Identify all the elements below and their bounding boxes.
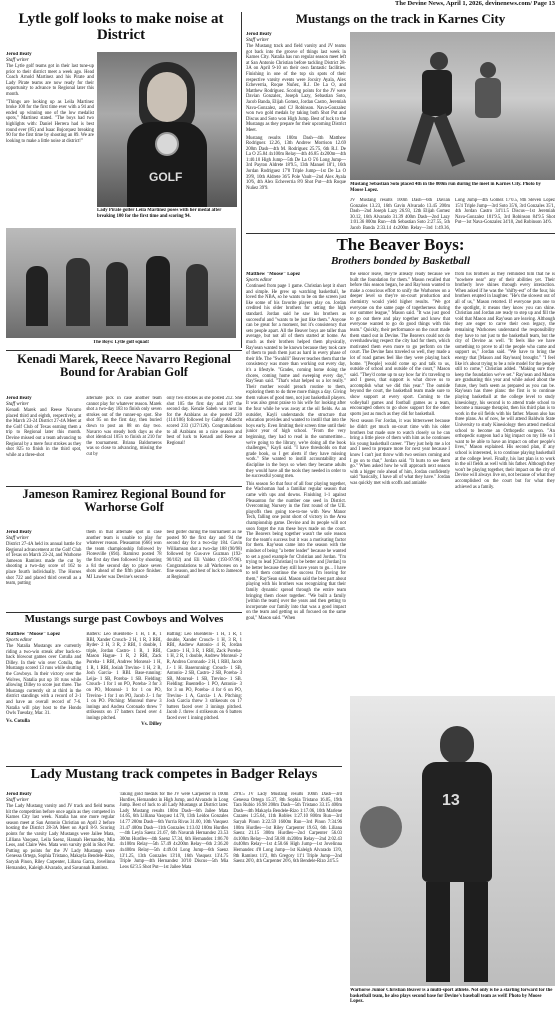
article-text: Kenadi Marek and Reese Navarro placed third and eighth, respectively, at the March 23-24 District 27-4A Meet at the Golf Club of Texas earning them a trip to Regional later this month. Devine missed out a team advancing to Regional by a mere four strokes as they shot 825 to finish in the third spot, while at a three-shot	[6, 408, 82, 458]
article-text: them in that alternate spot in case another team is unable to play for whatever reason. Pleasanton (666) won the team championship followed by Floresville (694). Ramirez posted 78 the first day then followed by shooting a 84 the second day to place seven shots ahead of the fifth place finisher. MJ Lawler was Devine's second-	[86, 530, 162, 580]
surge-headline: Mustangs surge past Cowboys and Wolves	[24, 614, 224, 625]
paragraph: the senior leave, they're already ready because we built the foundation for them." Mason recalled that before this season began, he and Ray'sean wanted to make a conscious effort to unify the Warhorses on a deeper level so they're on-court production and chemistry would yield higher results. "We got everyone on the same page of togetherness during our summer league," Mason said. "It was just good to go out there and play together and know that everyone wanted to go do good things with this team." Quickly, their performance on the court made them stand out in Devine. The Beavers could not do overshadowing respect the city had for them, which motivated them even more to go perform on the court. The Devine fans traveled so well, they made a lot of road games feel like they were playing back home. "[People] would come up and talk to us, outside of school and outside of the court," Mason said. "They'd come up to say how far it's traveling to and I guess, that support is what drove us to accomplish what we did this year." The outside beyond the court, the basketball team made sure to show support at every sport. Coming to the volleyball games and football games as a team, encouraged others to go show support for the other sports just as much as they did for basketball.	[350, 272, 450, 417]
byline: Jerod Beaty	[246, 32, 272, 37]
role: Staff writer	[6, 58, 29, 63]
badger-columns	[6, 792, 342, 1020]
subsection-label: Vs. Cotulla	[6, 718, 30, 724]
article-text: 29'8.5 JV Lady Mustang results 100m Dash—3rd Genessa Ortega 15.37, 8th Sophia Tristano 16.05, 19th Tara Rubio 16.98 200m Dash—5th Tristano 33.15 400m Dash—4th Makayla Bendele-Rizo 1:17.06, 10th Marlene Cazares 1:25.64, 11th Robles 1:27.10 800m Run—3rd Saryah Pinon 3:22.59 1600m Run—3rd Pinon 7:34.96 100m Hurdles—1st Riley Carpenter 19.63, 6th Liliana Saenz 21.15 300m Hurdles—2nd Carpenter 56.03 4x100m Relay—2nd 58.80 4x200m Relay—2nd 2:02.43 4x400m Relay—1st 4:50.66 High Jump—1st Jovelinna Hernandez 4'8 Long Jump—1st Kaleigh Alvarado 13'0, 8th Ramirez 11'2, 8th Gregory 11'1 Triple Jump—2nd Saenz 26'0, 4th Carpenter 26'6, 6th Bendele-Rizo 24'5.5	[233, 792, 342, 865]
golfer-photo: GOLF	[97, 52, 237, 207]
karnes-col1c: JV Mustang results 100m Dash—6th Davian Gonzales 13.23, 16th Gavin Alvarado 13.45 200m Dash—2nd Joseph Lazy 26.93, 12th Elijah Gomez 30.12, 16th Alvarado 31.39 400m Dash—2nd Lazy 1:01.36 800m Run—4th Sebastian Soto 2:27.55, 5th Jacob Banda 2:33.14 4x200m Relay—3rd 1:49.36,	[350, 198, 450, 231]
article-text	[6, 64, 94, 144]
article-text: only two strokes as she posted 212. She shot 105 the first day and 107 the second day. Kenzie Sabeh was next in for the Arabians as she posted 220 (114/106) followed by Gabby Albrecht scored 233 (127/126). Congratulations to all Arabians on a nice season and best of luck to Kenadi and Reese at Regional!	[166, 396, 242, 446]
golfer-caption: Lady Pirate golfer Leila Martinez poses with her medal after breaking 100 for the first time and scoring 94.	[97, 208, 222, 219]
role: Staff writer	[6, 402, 29, 407]
karnes-headline: Mustangs on the track in Karnes City	[295, 12, 506, 26]
article-text: Batting: Leo Buentello- 1 H, 1 R, 1 double, Xander Crouch- 1 H, 3 R, 1 RBI, Andrew Antonio- 4 R, Jordan Castro- 1 H, 3 R, 1 RBI, Zack Poreba- 1 H, 2 R, 1 double, Andrew Monreal- 2 R, Andrea Coronado- 2 H, 1 RBI, Jacob J.- 1 H. Baserunning: Crouch- 1 SB, Antonio- 2 SB, Castro- 2 SB, Poreba- 3 SB, Monreal- 1 SB, Trevino- 1 SB. Fielding: Buentello- 1 PO, Antonio- 3 for 3 on PO, Poreba- 4 for 6 on PO, Trevino- 1 A, Garcia- 1 A. Pitching: Josh Garcia threw 3 strikeouts on 17 batters faced over 3 innings pitched. Jacob J. threw 4 strikeouts on 6 batters faced over 1 inning pitched.	[166, 632, 242, 721]
article-text: The Natalia Mustangs are currently riding a two-win streak after back-to-back blowout games over Cotulla and Dilley. In their win over Cotulla, the Mustangs scored 13 runs while shutting the Cowboys. In their victory over the Wolves, Natalia put up 18 runs while allowing Dilley to score just three. The Mustangs currently sit at third in the district standings with a record of 2-1 and have an overall record of 7-6. Natalia will play host to the Hondo Owls Tuesday, Mar. 31.	[6, 644, 82, 717]
runner-caption: Mustang Sebastian Soto placed 4th in the 800m run during the meet in Karnes City. Photo by Moose Lopez.	[350, 182, 541, 193]
article-text: The Lady Mustang varsity and JV track and field teams hit the competition before once again as they competed in Karnes City last week. Natalia has one more regular season meet at San Antonio Christian on April 2 before hosting the District 28-3A Meet on April 8-9. Scoring points for the varsity Lady Mustangs were Jailee Mata, Lilliana Vasquez, Leila Saenz, Hannah Hernandez, Mia Leos, and Claire Wes. Mata won varsity gold in Shot Put. Putting up points for the JV Lady Mustangs were Genessa Ortega, Sophia Tristano, Makayla Bendele-Rizo, Saryah Pinon, Riley Carpenter, Liliana Garza, Jovelinna Hernandez, Kaleigh Alvarado, and Savannah Ramirez.	[6, 804, 115, 871]
lytle-body	[6, 52, 94, 227]
beaver-col2	[350, 272, 450, 692]
byline: Jerod Beaty	[6, 792, 32, 797]
kenadi-headline: Kenadi Marek, Reece Navarro Regional Bound for Arabian Golf	[17, 353, 231, 380]
karnes-col2: Long Jump—4th Gomez 17'0.5, 8th Steven Lopez 15'4 Triple Jump—3rd Soto 35'6, 3rd Gonzales 35'1, 4th Jordan Castro 34'11.5 Discus—1st Jeremiah Nava-Gonzalez 101'9.5, 3rd Robinson 84'9.5 Shot Put—1st Nava-Gonzalez 34'10, 2nd Robinson 34'6.	[455, 198, 555, 226]
article-text: alternate pick in case another team cannot play for whatever reason. Marek shot a two-day 183 to finish only seven strokes out of the runner-up spot. She shot 95 on the first day, then buried down to post an 88 on day two. Navarro was steady both days as she shot identical 105's to finish at 210 for the tournament. Briana Baldomeros was so close to advancing, missing the cut by	[86, 396, 162, 457]
paragraph: "Things are looking up as Leila Martinez broke 100 for the first time ever with a 94 and ended up winning one of the low medalist spots," Martinez stated. "The boys had two highlights with: Daniel Herrera had is best round ever (85) and Isaac Bojorquez breaking 90 for the first time by shooting an 89. We are looking to make a little noise at district!"	[6, 99, 94, 144]
beaver-headline: The Beaver Boys:	[336, 236, 465, 254]
article-text: Batters: Leo Buentello- 1 H, 1 R, 1 RBI, Xander Crouch- 2 H, 1 R, 3 RBI, Ryder- 2 H, 3 R, 2 RBI, 1 double, 1 triple, Jordan Castro- 1 R, 1 RBI, Mason Hague- 1 R, 2 RBI, Zack Poreba- 1 RBI, Andrew Monreal- 1 H, 1 R, 1 RBI, Josiah Trevino- 1 H, 2 R, Josh Garcia- 1 RBI. Base-running: Leija- 1 SB, Poreba- 1 SB. Fielding: Crouch- 1 for 1 on PO, Poreba- 3 for 3 on PO, Monreal- 1 for 1 on PO, Trevino- 1 for 1 on PO, Jacob J.- 1 for 1 on PO. Pitching: Monreal threw 3 innings and Andrea Coronado threw 7 strikeouts on 17 batters faced over 4 innings pitched.	[86, 632, 162, 721]
masthead: The Devine News, April 1, 2026, devinenews.com/ Page 13	[395, 0, 555, 7]
runner-photo	[350, 32, 555, 180]
role: Sports editor	[246, 278, 272, 283]
kenadi-columns	[6, 396, 242, 484]
byline: Matthew "Moose" Lopez	[246, 272, 301, 277]
subsection-label: Vs. Dilley	[141, 721, 162, 727]
byline: Jerod Beaty	[6, 396, 32, 401]
beaver-subhead: Brothers bonded by Basketball	[330, 256, 471, 267]
paragraph: Continued from page 1 game. Christian kept it short and simple. He grew up watching basketball, he loved the NBA, so he wants to be on the screen just like some of his favorite players play on. Jordan credited his older brothers for setting the high standard. Jordan said he saw his brothers as successful and "wants to be just like them." Anyone can be great for a moment, but it's consistency that sets people apart. All the Beaver boys are taller than average, but not all of them started at home. As much as their brothers helped them physically, Ray'sean wanted to be known because they took care of them to push them just as hard in every phase of their life. The "Swahili" Beaver teaches them that the consistency was more than working out every day, it's a lifestyle. "Grades, coming home doing the chores, coming home and sweeping every day," Ray'Sean said. "That's what helped us a lot really." Their mother would preach routine to them, exploring them to do three more things a day. Giving them values of good men, not just basketball players. It was also great praise to his wife for looking after the four while he was away at the oil fields. As an outsider, Kayli understands the structure that education provides and wanted to instill that into the boys early. Even limiting their screen time until their junior year of high school. "From the very beginning, they had to read in the summertime... we're going to the library, we're doing all the book challenges," Kayli said. "I have thresholds on that grade book, so I get alerts if they have missing work." She wanted to instill accountability and discipline in the boys so when they became adults they would have all the tools they needed in order to be successful young men.	[246, 284, 346, 480]
badger-headline: Lady Mustang track competes in Badger Relays	[30, 768, 318, 782]
paragraph: The Mustang track and field varsity and JV teams got back into the groove of things last week in Karnes City. Natalia has run regular season meet left at San Antonio Christian before tackling District 28-3A on April 9-10 on their own fantastic facilities. Finishing in one of the top six spots of their respective varsity events were Jocsiry Ayala, Alex Echeverria, Roque Nuñez, R.J. De La O, and Matthew Rodriguez. Scoring points for the JV were Davian Gonzalez, Joseph Lazy, Sebastian Soto, Jacob Banda, Elijah Gomez, Jordan Castro, Jeremiah Nava-Gonzalez, and CJ Robinson. Nava-Gonzalez won two gold medals by taking both Shot Put and Discus and Soto won High Jump. Best of luck to the Mustangs as they prepare for their upcoming District Meet.	[246, 44, 346, 133]
article-text	[246, 44, 346, 191]
paragraph: Next season For Jordan, it was bittersweet because he didn't get much on-court time with his older brothers but made sure to watch closely so he can bring a little piece of them with him as he continues his young basketball career. "They just help me a lot and I need to prepare more for next year because I know I can't just throw with two seniors coming and I go on to that," Jordan said. "It hurts to see them go." When asked how he will approach next season with a bigger role ahead of him, Jordan confidently said "basically, I have all of what they have." Jordan was quickly met with scoffs and amiable	[350, 419, 450, 486]
karnes-col1	[246, 32, 346, 212]
role: Sports editor	[6, 638, 32, 643]
role: Staff writer	[6, 798, 29, 803]
team-caption: The Boys: Lytle golf squad!	[92, 340, 150, 345]
byline: Jerod Beaty	[6, 530, 32, 535]
article-text: District 27-4A held its annual battle for Regional advancement at the Golf Club of Texas on March 23-24, and Warhorse Jameson Ramirez made the cut by shooting a two-day score of 162 to place fourth individually. The Horses shot 722 and placed third overall as a team, putting	[6, 542, 82, 587]
lytle-headline: Lytle golf looks to make noise at District	[18, 12, 224, 43]
paragraph: The Lytle golf teams got in their last tune-up prior to their district meet a week ago. Head Coach Arnold Martinez and his Pirate and Lady Pirate teams are now ready for their opportunity to advance to Regional later this month.	[6, 64, 94, 97]
byline: Matthew "Moose" Lopez	[6, 632, 61, 637]
article-text: Taking gold medals for the JV were Carpenter in 100m Hurdles, Hernandez in High Jump, and Alvarado in Long Jump. Best of luck to all Lady Mustangs at District later. Lady Mustang results 100m Dash—6th Jailee Mata 14.65, 6th Lilliana Vasquez 14.70, 13th Leidos Gonzales 14.77 200m Dash—6th Yurria Rivas 31.00, 10th Vasquez 31.47 400m Dash—11th Gonzales 1:13.02 100m Hurdles—4th Leyla Saenz 21.67, 6th Navarah Hernandez 23.53 300m Hurdles—4th Saenz 57.34, 6th Hernandez 1:06.70 4x100m Relay—5th 57.49 4x200m Relay—6th 2:36.20 4x400m Relay—5th 4:49.04 Long Jump—6th Saenz 13'1.25, 13th Gonzales 13'10, 16th Vasquez 13'4.75 Triple Jump—4th Hernandez 30'10 Discus—5th Mia Leos 62'3.5 Shot Put—1st Jailee Mata	[119, 792, 229, 870]
jameson-columns	[6, 530, 242, 610]
team-photo	[6, 228, 236, 338]
article-text	[350, 272, 450, 487]
surge-columns	[6, 632, 242, 764]
role: Staff writer	[246, 38, 269, 43]
paragraph: Mustang results 100m Dash—4th Matthew Rodriguez 12.26, 13th Andrew Morrison 12.69 200m Dash—4th M. Rodriguez 25.75, 6th R.J. De La O 25.84 4x100m Relay—4th 46.85 4x200m—4th 1:40.10 High Jump—5th De La O 5'6 Long Jump—3rd Payton Aldrete 18'9.5, 13th Manuel 18'1, 16th Jordan Rodriguez 17'8 Triple Jump—1st De La O 39'8, 10th Aldrete 36'5 Pole Vault—2nd Alex Ayala 10'6, 4th Alex Echeverria 8'0 Shot Put—4th Roque Nuñez 39'9.	[246, 135, 346, 191]
role: Staff writer	[6, 536, 29, 541]
basketball-photo: 13	[350, 696, 555, 986]
article-text	[246, 284, 346, 622]
byline: Jerod Beaty	[6, 52, 32, 57]
beaver-col3: from his brothers as they reminded him that he is "nowhere near" any of their abilities yet. Their brotherly love shines through every interaction. When asked if he was the "shifty-est" of the four, his brothers erupted in laughter. "He's the slowest out of all of us," Mason retorted. If everyone puts one to the spotlight, it means they know you can shine. Christian and Jordan are ready to step up and fill the void that Mason and Ray'sean are leaving. Although they are eager to carve their own legacy, the remaining Warhorses understand the responsibility they have to not just to the basketball team, but the city of Devine as well. "It feels like we have something to prove to all the people who came and support us," Jordan said. "We have to bring the energy that [Mason and Ray'sean] brought." "I feel like it's about trying to be a role model for the people still to come," Christian added. "Making sure they keep the foundation we've set." Ray'sean and Mason are graduating this year and while asked about the future, they both seem as prepared as you can be. Ray'sean has three plans: the first is to continue playing basketball at the college level to study kinesiology, his second is to attend trade school to become a massage therapist, then his third plan is to work in the oil fields with his father. Mason also has three plans. As of now, he will attend Baldwin State University to study Kinesiology then attend medical school to become an Orthopedic surgeon. "An orthopedic surgeon had a big impact on my life so I want to be able to have an impact on other people's lives," Mason explained. His second plan, if any school is interested, is to continue playing basketball at the college level. Finally, his last plan is to work in the oil fields as well with his father. Although they won't be playing together, their impact on the city of Devine will always live on, not because of what they accomplished on the court but for what they achieved as a family.	[455, 272, 555, 490]
basketball-caption: Warhorse Junior Christian Beaver is a multi-sport athlete. Not only is he a starting forward for the basketball team, he also plays second base for Devine's baseball team as well! Photo by Moose Lopez.	[350, 988, 553, 1005]
jameson-headline: Jameson Ramirez Regional Bound for Warhorse Golf	[22, 488, 226, 515]
paragraph: This season So that four of all four playing together, the Wachoman had a familiar regular season that came with ups and downs. Finishing 1-1 against Pleasanton for the number one seed in District. Overcoming Nursery in the first round of the UIL playoffs then going toe-to-toe with New Manor Tech, falling one point short of victory in the Area championship game. Devine and its people will not soon forget the run these boys made on the court. The Beavers being together wasn't the sole reason for the team's success but it was a motivating factor for them. Ray'sean came into the season with the mindset of being "a better leader" because he wanted to set a good example for Christian and Jordan. "I'm trying to lead [Christian] to be better and [Jordan] to be better because they still have years to go... I have to tell them continue the success I'm leaving for them," Ray'Sean said. Mason said the best part about playing with his brothers was recognizing that their family dynamic spread through the entire team bringing them closer together. "We built a family [within the team] over the years and then getting to incorporate our family into that was a good impact on the team and getting us all focused on the same goal," Mason said. "When	[246, 481, 346, 622]
article-text: best golfer during the tournament as he posted 90 the first day and 94 the second day for a two-day 184. Gavin Williamson shot a two-day 188 (90/98) followed by Gus-ave Guzman (192-90/102) and Eli Valdez (193-97/96). Congratulations to all Warhorses on a fine season, and best of luck to Jameson at Regional!	[166, 530, 242, 580]
